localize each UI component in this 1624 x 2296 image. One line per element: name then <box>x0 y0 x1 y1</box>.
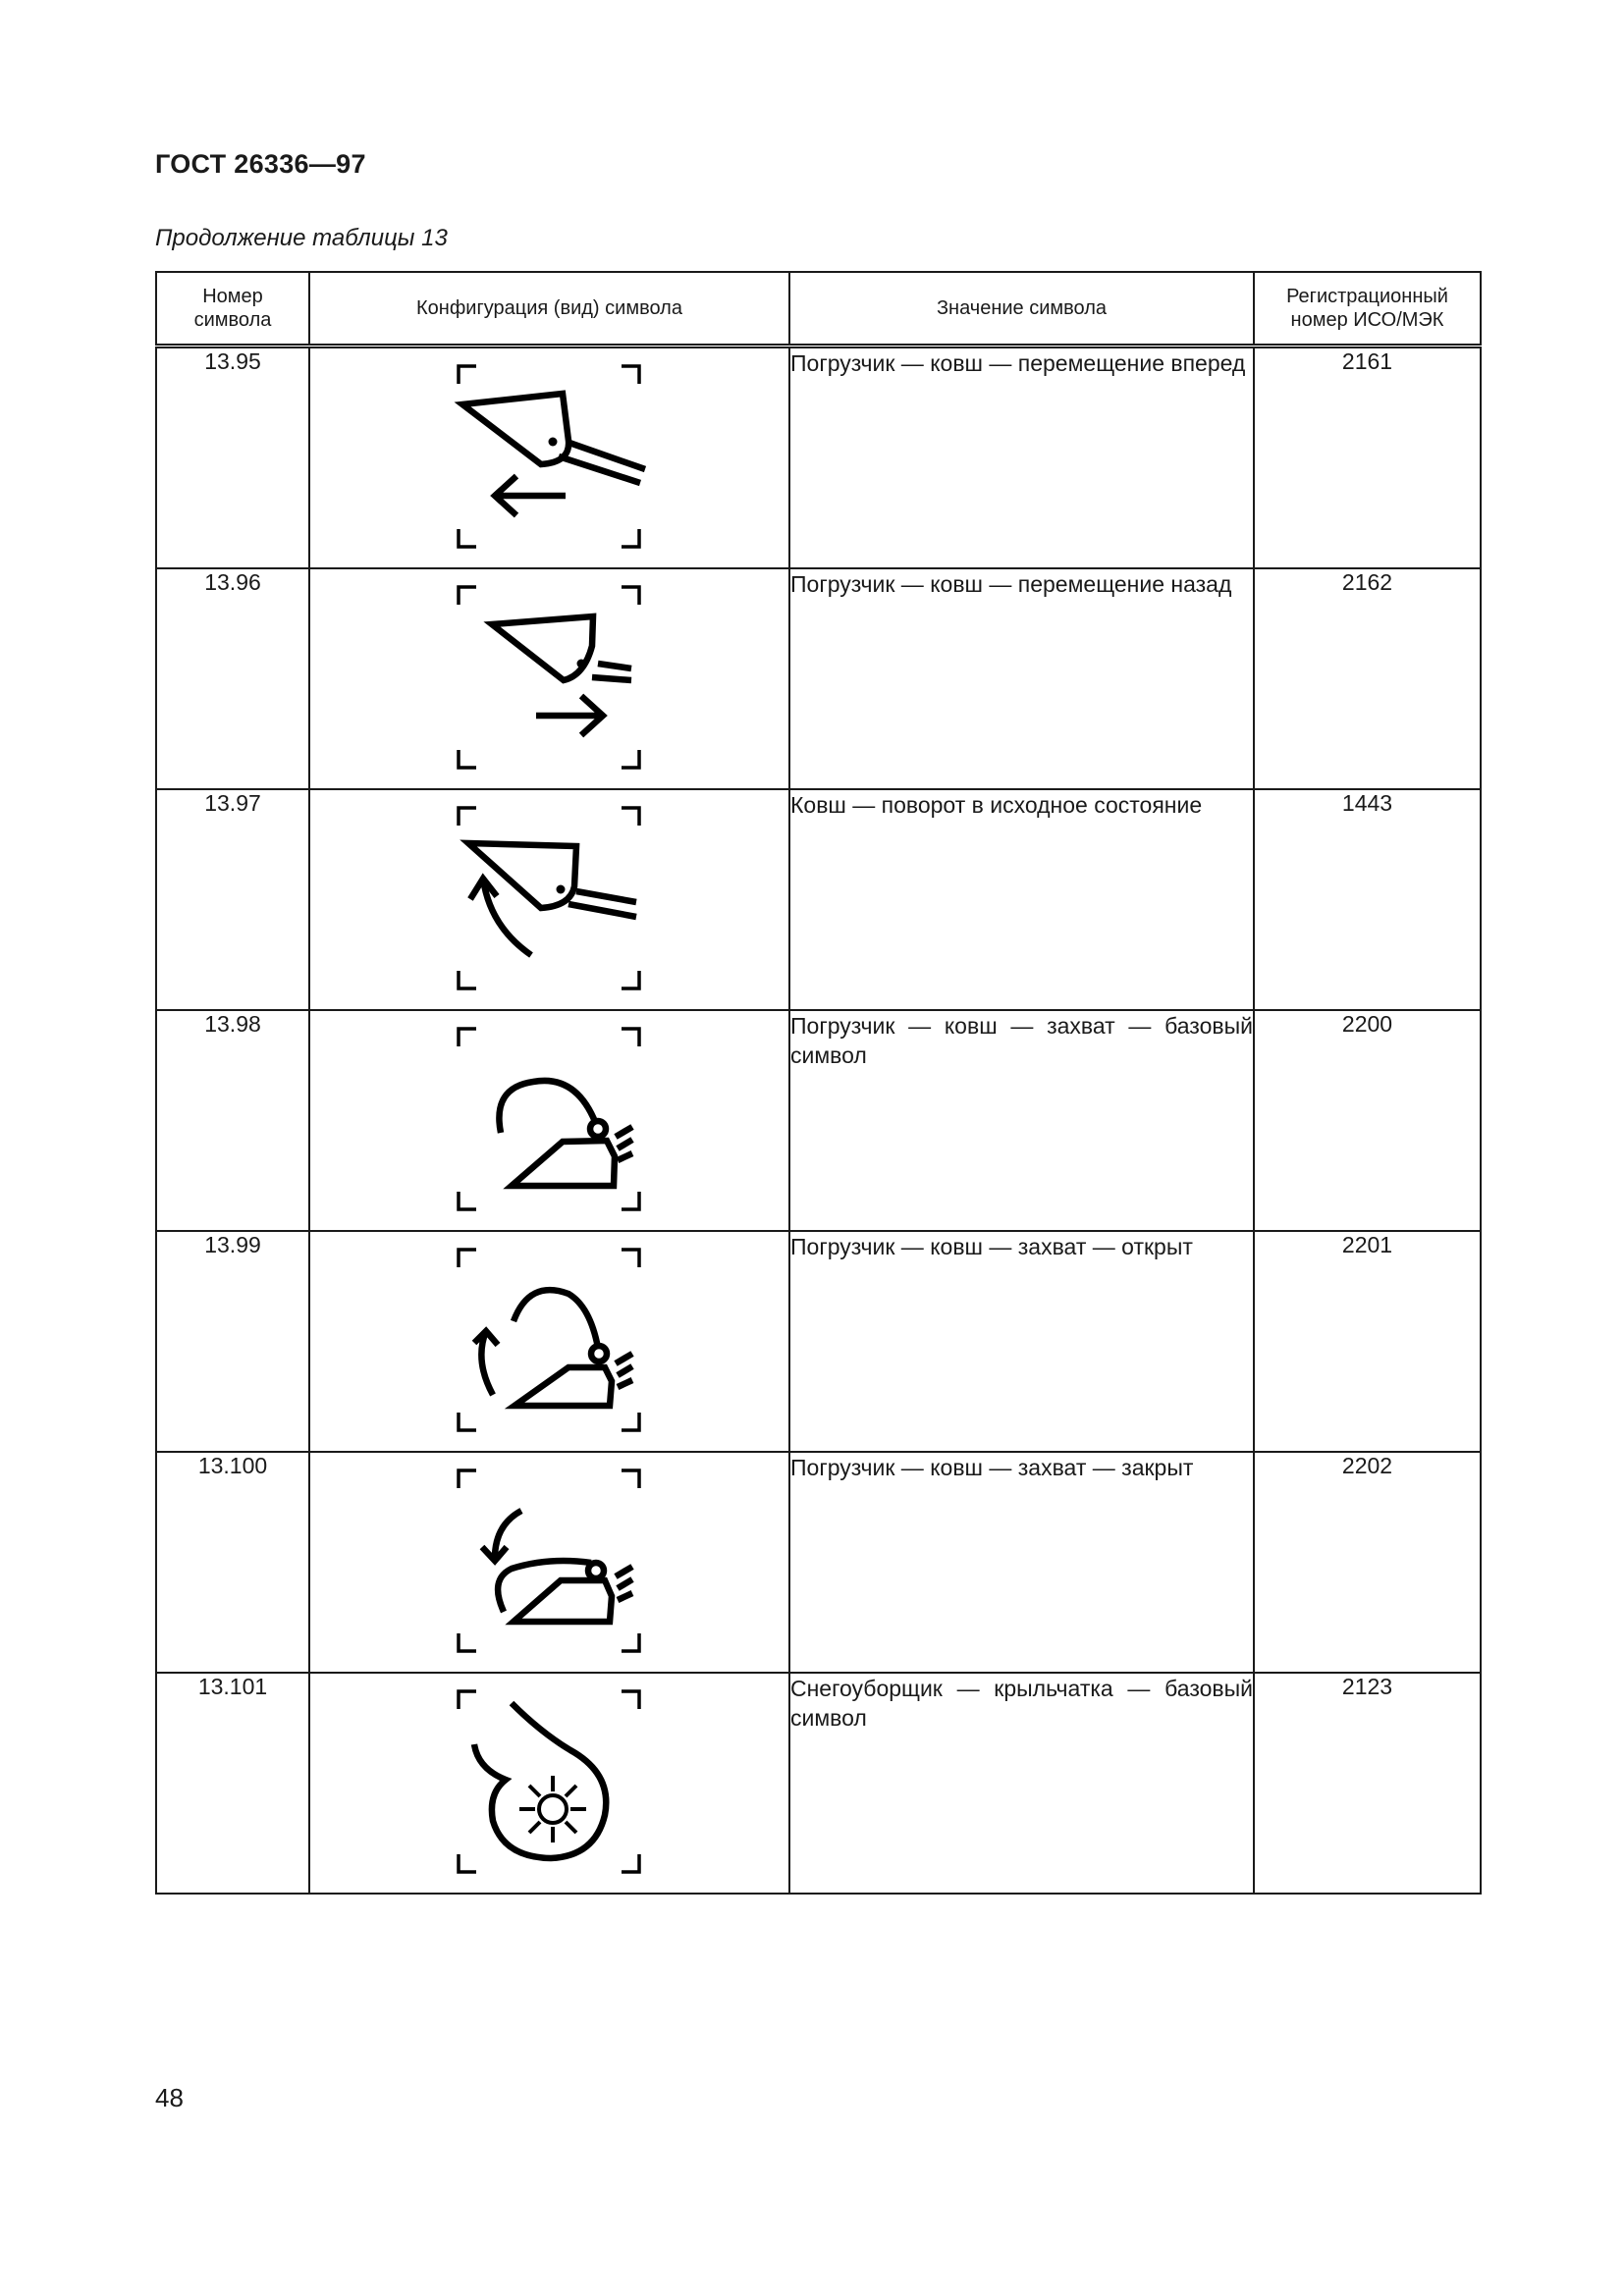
symbol-configuration <box>309 1231 789 1452</box>
column-header-meaning: Значение символа <box>789 272 1254 347</box>
document-header: ГОСТ 26336—97 <box>155 149 366 179</box>
registration-number: 2123 <box>1254 1673 1481 1894</box>
symbol-meaning: Ковш — поворот в исходное состояние <box>789 789 1254 1010</box>
symbol-configuration <box>309 1010 789 1231</box>
symbol-meaning: Погрузчик — ковш — захват — открыт <box>789 1231 1254 1452</box>
table-row <box>156 347 1481 569</box>
symbols-table <box>155 271 1482 1895</box>
registration-number: 1443 <box>1254 789 1481 1010</box>
registration-number: 2202 <box>1254 1452 1481 1673</box>
page-number: 48 <box>155 2083 184 2112</box>
symbol-meaning: Погрузчик — ковш — захват — базовый символ <box>789 1010 1254 1231</box>
table-row <box>156 1673 1481 1894</box>
loader-bucket-backward-icon <box>453 581 649 777</box>
loader-bucket-forward-icon <box>453 360 649 557</box>
column-header-number: Номер символа <box>156 272 309 347</box>
symbol-meaning: Погрузчик — ковш — перемещение назад <box>789 568 1254 789</box>
symbol-number: 13.97 <box>156 789 309 1010</box>
bucket-return-to-dig-icon <box>453 802 649 998</box>
registration-number: 2161 <box>1254 347 1481 569</box>
registration-number: 2162 <box>1254 568 1481 789</box>
symbol-configuration <box>309 568 789 789</box>
table-header-row <box>156 272 1481 347</box>
symbol-number: 13.95 <box>156 347 309 569</box>
symbol-meaning: Снегоуборщик — крыльчатка — базовый символ <box>789 1673 1254 1894</box>
snowblower-impeller-icon <box>453 1685 649 1882</box>
table-row <box>156 789 1481 1010</box>
symbol-number: 13.99 <box>156 1231 309 1452</box>
table-row <box>156 1010 1481 1231</box>
symbol-configuration <box>309 347 789 569</box>
loader-bucket-clam-closed-icon <box>453 1465 649 1661</box>
symbol-meaning: Погрузчик — ковш — захват — закрыт <box>789 1452 1254 1673</box>
column-header-registration: Регистрационный номер ИСО/МЭК <box>1254 272 1481 347</box>
symbol-configuration <box>309 1452 789 1673</box>
table-row <box>156 1452 1481 1673</box>
registration-number: 2201 <box>1254 1231 1481 1452</box>
symbol-configuration <box>309 1673 789 1894</box>
loader-bucket-clam-open-icon <box>453 1244 649 1440</box>
symbol-meaning: Погрузчик — ковш — перемещение вперед <box>789 347 1254 569</box>
symbol-number: 13.96 <box>156 568 309 789</box>
symbol-configuration <box>309 789 789 1010</box>
symbol-number: 13.98 <box>156 1010 309 1231</box>
symbol-number: 13.100 <box>156 1452 309 1673</box>
table-row <box>156 1231 1481 1452</box>
registration-number: 2200 <box>1254 1010 1481 1231</box>
table-caption: Продолжение таблицы 13 <box>155 225 448 251</box>
column-header-configuration: Конфигурация (вид) символа <box>309 272 789 347</box>
table-row <box>156 568 1481 789</box>
symbol-number: 13.101 <box>156 1673 309 1894</box>
loader-bucket-clam-icon <box>453 1023 649 1219</box>
